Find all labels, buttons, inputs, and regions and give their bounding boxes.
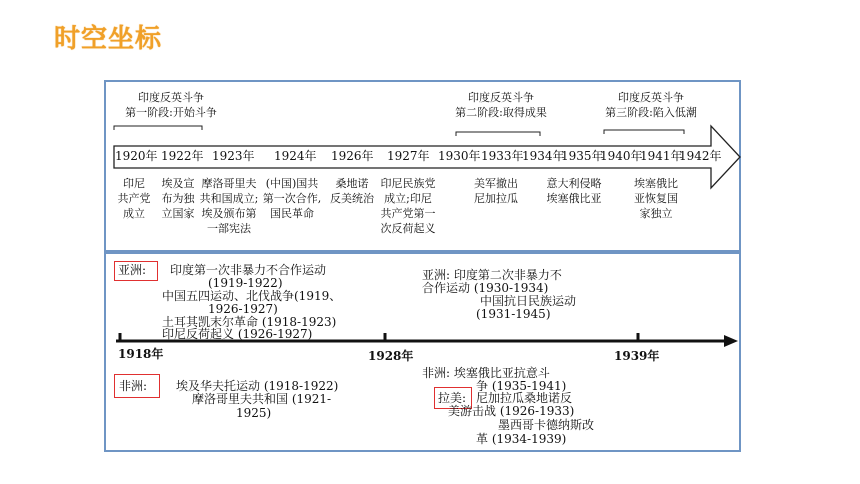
event-1935: 意大利侵略 埃塞俄比亚 <box>546 177 602 205</box>
year-1927: 1927年 <box>387 149 430 163</box>
africa-right-line1: 非洲: 埃塞俄比亚抗意斗 <box>422 366 550 380</box>
event-1927: 印尼民族党 成立;印尼 共产党第一 次反荷起义 <box>380 177 436 235</box>
event-1926: 桑地诺 反美统治 <box>330 177 374 205</box>
year-1934: 1934年 <box>522 149 565 163</box>
asia-right-line2: 合作运动 (1930-1934) <box>422 281 549 295</box>
phase-2-line1: 印度反英斗争 <box>468 91 534 104</box>
africa-label: 非洲: <box>119 379 148 393</box>
event-1924: (中国)国共 第一次合作, 国民革命 <box>262 177 322 220</box>
event-1923: 摩洛哥里夫 共和国成立; 埃及颁布第 一部宪法 <box>199 177 259 235</box>
latam-right-line4: 革 (1934-1939) <box>476 432 567 446</box>
asia-left-line1: 印度第一次非暴力不合作运动 <box>170 263 327 277</box>
phase-2-line2: 第二阶段:取得成果 <box>455 106 547 119</box>
asia-left-line6: 印尼反荷起义 (1926-1927) <box>162 327 313 341</box>
timeline-label-1928: 1928年 <box>368 349 414 363</box>
africa-right-line2: 争 (1935-1941) <box>476 379 567 393</box>
year-1935: 1935年 <box>561 149 604 163</box>
asia-right-line4: (1931-1945) <box>476 307 551 321</box>
asia-right-line3: 中国抗日民族运动 <box>480 294 577 308</box>
latam-right-line1: 尼加拉瓜桑地诺反 <box>476 391 573 405</box>
latam-right-line3: 墨西哥卡德纳斯改 <box>498 418 595 432</box>
year-1924: 1924年 <box>274 149 317 163</box>
year-1940: 1940年 <box>600 149 643 163</box>
event-1941: 埃塞俄比 亚恢复国 家独立 <box>634 177 678 220</box>
africa-left-line1: 埃及华夫托运动 (1918-1922) <box>176 379 339 393</box>
phase-2-label <box>446 90 556 120</box>
event-1920: 印尼 共产党 成立 <box>117 177 151 220</box>
phase-1-line2: 第一阶段:开始斗争 <box>125 106 217 119</box>
phase-3-label <box>596 90 706 120</box>
event-1922: 埃及宣 布为独 立国家 <box>161 177 195 220</box>
year-1942: 1942年 <box>679 149 722 163</box>
slide-title: 时空坐标 <box>54 24 163 54</box>
asia-left-line5: 土耳其凯末尔革命 (1918-1923) <box>162 315 337 329</box>
phase-3-line1: 印度反英斗争 <box>618 91 684 104</box>
year-1933: 1933年 <box>481 149 524 163</box>
africa-left-line2: 摩洛哥里夫共和国 (1921- <box>192 392 332 406</box>
phase-3-line2: 第三阶段:陷入低潮 <box>605 106 697 119</box>
asia-label: 亚洲: <box>118 263 147 277</box>
asia-right-line1: 亚洲: 印度第二次非暴力不 <box>422 268 562 282</box>
event-1933: 美军撤出 尼加拉瓜 <box>474 177 518 205</box>
latam-right-line2: 美游击战 (1926-1933) <box>448 404 575 418</box>
latam-label: 拉美: <box>438 391 467 405</box>
timeline-label-1918: 1918年 <box>118 347 164 361</box>
asia-left-line3: 中国五四运动、北伐战争(1919、 <box>162 289 342 303</box>
timeline-label-1939: 1939年 <box>614 349 660 363</box>
phase-1-label <box>116 90 226 120</box>
phase-1-line1: 印度反英斗争 <box>138 91 204 104</box>
year-1941: 1941年 <box>640 149 683 163</box>
timeline-panel-bottom <box>104 252 741 452</box>
asia-left-line2: (1919-1922) <box>208 276 283 290</box>
year-1920: 1920年 <box>115 149 158 163</box>
year-1923: 1923年 <box>212 149 255 163</box>
year-1930: 1930年 <box>438 149 481 163</box>
africa-left-line3: 1925) <box>236 406 272 420</box>
year-1926: 1926年 <box>331 149 374 163</box>
timeline-panel-top <box>104 80 741 252</box>
year-1922: 1922年 <box>161 149 204 163</box>
asia-left-line4: 1926-1927) <box>208 302 278 316</box>
